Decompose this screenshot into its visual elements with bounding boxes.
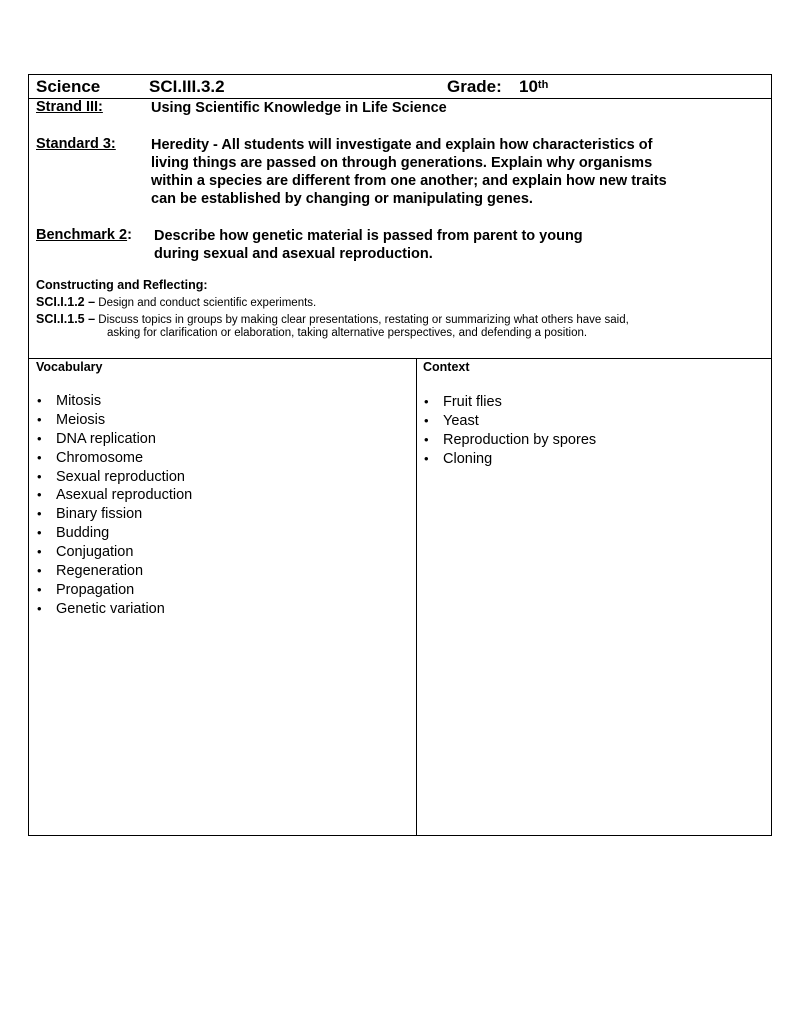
constructing-continuation: asking for clarification or elaboration, taking alternative perspectives, and defending a position. — [107, 327, 588, 339]
vocabulary-item-text: Sexual reproduction — [56, 468, 185, 485]
bullet-icon: • — [37, 468, 42, 484]
vocabulary-item-text: Chromosome — [56, 449, 144, 466]
bullet-icon: • — [424, 394, 429, 409]
context-heading: Context — [423, 360, 470, 374]
vocabulary-item — [33, 430, 192, 449]
subject-label: Science — [36, 77, 101, 96]
vocabulary-item — [33, 486, 192, 505]
vocabulary-list — [33, 392, 192, 619]
vocabulary-item-text: Propagation — [56, 581, 135, 598]
context-item — [420, 431, 596, 450]
benchmark-label — [36, 227, 132, 243]
context-item — [420, 393, 596, 412]
bullet-icon: • — [37, 600, 42, 616]
vocabulary-item — [33, 449, 192, 468]
bullet-icon: • — [424, 431, 429, 447]
bullet-icon: • — [37, 506, 42, 522]
constructing-code: SCI.I.1.2 – — [36, 295, 96, 309]
bullet-icon: • — [37, 581, 42, 597]
bullet-icon: • — [37, 411, 42, 427]
vocabulary-item-text: Genetic variation — [56, 600, 165, 617]
bullet-icon: • — [424, 450, 429, 466]
bullet-icon: • — [424, 412, 429, 428]
standard-label: Standard 3: — [36, 136, 116, 152]
vocabulary-heading: Vocabulary — [36, 360, 103, 374]
constructing-heading: Constructing and Reflecting: — [36, 278, 208, 292]
strand-text: Using Scientific Knowledge in Life Science — [151, 100, 447, 116]
context-item-text: Reproduction by spores — [443, 431, 597, 448]
vocabulary-item-text: Binary fission — [56, 506, 143, 523]
benchmark-text — [154, 227, 754, 263]
benchmark-label-text: Benchmark 2 — [36, 227, 128, 243]
bullet-icon: • — [37, 487, 42, 503]
vocabulary-item — [33, 468, 192, 487]
column-divider — [416, 358, 417, 836]
constructing-item — [36, 295, 316, 309]
constructing-text: Discuss topics in groups by making clear presentations, restating or summarizing what others have said, — [98, 314, 629, 326]
strand-label: Strand III: — [36, 99, 103, 115]
context-item-text: Cloning — [443, 450, 493, 467]
bullet-icon: • — [37, 544, 42, 560]
constructing-item — [36, 312, 629, 326]
context-item-text: Yeast — [443, 412, 479, 429]
grade-label: Grade: — [447, 77, 502, 96]
lesson-sheet — [28, 74, 772, 836]
bullet-icon: • — [37, 525, 42, 541]
context-item-text: Fruit flies — [443, 394, 502, 410]
standard-line: can be established by changing or manipulating genes. — [151, 191, 533, 207]
vocabulary-item — [33, 581, 192, 600]
vocabulary-item — [33, 505, 192, 524]
standard-line: Heredity - All students will investigate and explain how characteristics of — [151, 137, 653, 153]
bullet-icon: • — [37, 430, 42, 446]
bullet-icon: • — [37, 563, 42, 579]
vocabulary-item — [33, 411, 192, 430]
bullet-icon: • — [37, 393, 42, 408]
vocabulary-item — [33, 600, 192, 619]
grade-number: 10 — [519, 77, 538, 96]
constructing-text: Design and conduct scientific experiments. — [98, 297, 317, 309]
bullet-icon: • — [37, 449, 42, 465]
vocabulary-item — [33, 562, 192, 581]
vocabulary-item — [33, 524, 192, 543]
standard-code: SCI.III.3.2 — [149, 77, 225, 96]
benchmark-line: Describe how genetic material is passed from parent to young — [154, 228, 583, 244]
section-divider — [29, 358, 771, 359]
vocabulary-item-text: Regeneration — [56, 563, 144, 580]
constructing-code: SCI.I.1.5 – — [36, 312, 96, 326]
standard-line: within a species are different from one another; and explain how new traits — [151, 173, 667, 189]
title-row — [29, 75, 771, 99]
vocabulary-item-text: Budding — [56, 525, 110, 542]
grade-value — [519, 77, 549, 97]
grade-suffix: th — [537, 79, 549, 91]
vocabulary-item-text: Conjugation — [56, 544, 134, 561]
vocabulary-item — [33, 543, 192, 562]
context-item — [420, 412, 596, 431]
vocabulary-item-text: Mitosis — [56, 393, 102, 409]
vocabulary-item-text: DNA replication — [56, 430, 156, 447]
context-item — [420, 450, 596, 469]
vocabulary-item-text: Asexual reproduction — [56, 487, 193, 504]
context-list — [420, 393, 596, 469]
standard-text — [151, 136, 751, 208]
benchmark-line: during sexual and asexual reproduction. — [154, 246, 433, 262]
standard-line: living things are passed on through generations. Explain why organisms — [151, 155, 653, 171]
vocabulary-item-text: Meiosis — [56, 411, 106, 428]
benchmark-colon: : — [127, 227, 132, 243]
vocabulary-item — [33, 392, 192, 411]
